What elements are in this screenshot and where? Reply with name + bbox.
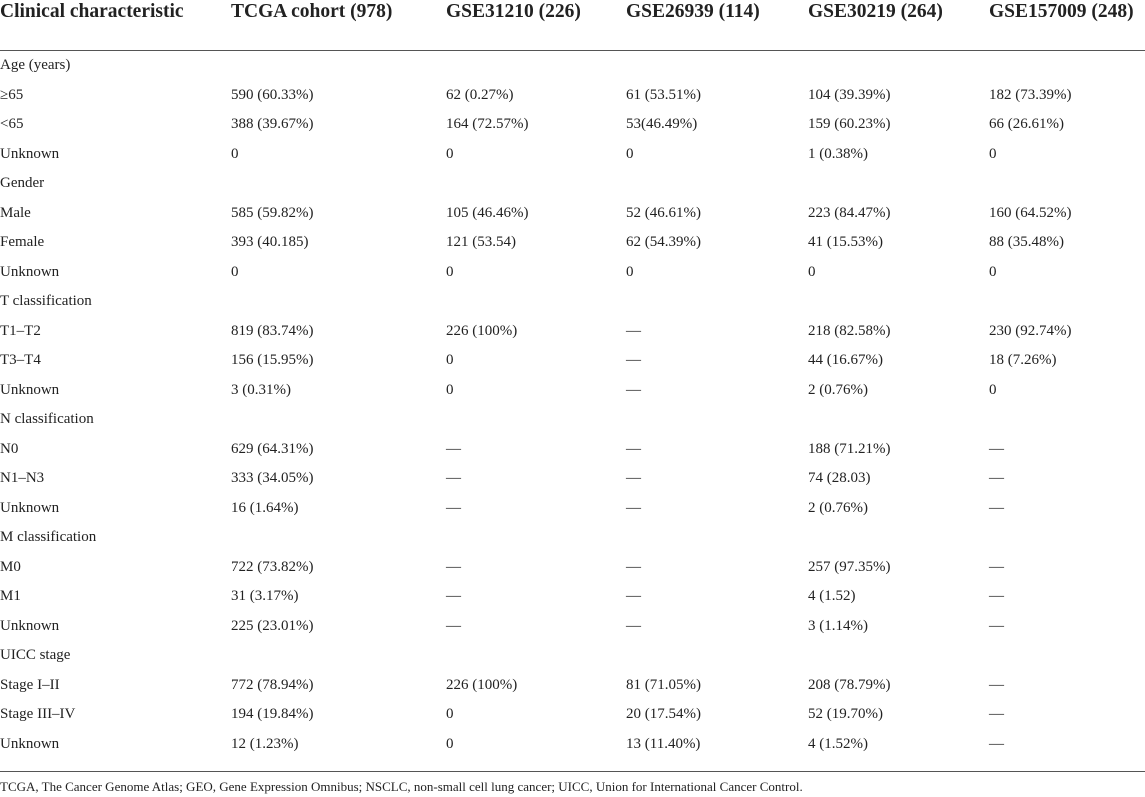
cell-gse157009: 0 xyxy=(989,145,997,162)
table-group-row xyxy=(0,56,1145,86)
cell-gse31210: 121 (53.54) xyxy=(446,234,516,250)
cell-characteristic: T1–T2 xyxy=(0,322,41,339)
cell-tcga: 393 (40.185) xyxy=(231,234,309,250)
cell-characteristic: T classification xyxy=(0,293,92,309)
cell-characteristic: T3–T4 xyxy=(0,352,41,368)
cell-gse30219: 188 (71.21%) xyxy=(808,440,891,457)
cell-gse31210: 226 (100%) xyxy=(446,322,518,339)
cell-characteristic: Stage I–II xyxy=(0,676,60,693)
cell-gse30219: 4 (1.52) xyxy=(808,588,856,604)
cell-gse31210: 0 xyxy=(446,145,454,162)
cell-characteristic: M1 xyxy=(0,588,21,604)
table-footnote: TCGA, The Cancer Genome Atlas; GEO, Gene Expression Omnibus; NSCLC, non-small cell lung cancer; UICC, Union for International Cancer Control. xyxy=(0,779,803,794)
cell-gse30219: 223 (84.47%) xyxy=(808,204,891,221)
cell-characteristic: M0 xyxy=(0,558,21,575)
cell-gse30219: 2 (0.76%) xyxy=(808,381,868,398)
cell-gse26939: — xyxy=(626,588,641,604)
cell-tcga: 819 (83.74%) xyxy=(231,322,314,339)
header-gse30219: GSE30219 (264) xyxy=(808,1,943,22)
cell-gse31210: — xyxy=(446,558,461,575)
cell-gse26939: 81 (71.05%) xyxy=(626,676,701,693)
cell-tcga: 225 (23.01%) xyxy=(231,617,314,634)
cell-characteristic: Age (years) xyxy=(0,57,71,73)
cell-characteristic: Unknown xyxy=(0,381,60,398)
table-row xyxy=(0,676,1145,706)
table-row xyxy=(0,351,1145,381)
cell-gse30219: 257 (97.35%) xyxy=(808,558,891,575)
table-group-row xyxy=(0,646,1145,676)
cell-gse31210: 0 xyxy=(446,352,454,368)
cell-characteristic: Male xyxy=(0,204,31,221)
cell-gse26939: — xyxy=(626,470,641,486)
cell-characteristic: Unknown xyxy=(0,263,60,280)
cell-gse157009: — xyxy=(989,617,1004,634)
table-group-row xyxy=(0,528,1145,558)
cell-characteristic: N1–N3 xyxy=(0,470,45,486)
cell-tcga: 333 (34.05%) xyxy=(231,470,314,486)
cell-gse31210: 226 (100%) xyxy=(446,676,518,693)
cell-gse30219: 41 (15.53%) xyxy=(808,234,883,250)
cell-gse30219: 2 (0.76%) xyxy=(808,499,868,516)
cell-gse157009: — xyxy=(989,499,1004,516)
cell-characteristic: <65 xyxy=(0,116,24,132)
cell-characteristic: Gender xyxy=(0,175,45,191)
cell-gse157009: 0 xyxy=(989,381,997,398)
cell-gse31210: — xyxy=(446,470,461,486)
cell-characteristic: Female xyxy=(0,234,45,250)
cell-characteristic: Unknown xyxy=(0,735,60,752)
cell-gse157009: — xyxy=(989,440,1004,457)
cell-gse157009: 88 (35.48%) xyxy=(989,234,1064,250)
header-tcga-cohort: TCGA cohort (978) xyxy=(231,1,393,22)
cell-gse30219: 52 (19.70%) xyxy=(808,706,883,722)
table-row xyxy=(0,233,1145,263)
cell-characteristic: ≥65 xyxy=(0,86,24,103)
cell-tcga: 772 (78.94%) xyxy=(231,676,314,693)
header-gse157009: GSE157009 (248) xyxy=(989,1,1134,22)
table-row xyxy=(0,322,1145,352)
cell-tcga: 156 (15.95%) xyxy=(231,352,314,368)
table-row xyxy=(0,440,1145,470)
cell-characteristic: M classification xyxy=(0,529,97,545)
cell-gse157009: 18 (7.26%) xyxy=(989,352,1057,368)
cell-gse31210: — xyxy=(446,440,461,457)
cell-gse31210: 62 (0.27%) xyxy=(446,86,514,103)
cell-gse26939: 52 (46.61%) xyxy=(626,204,701,221)
cell-gse31210: 0 xyxy=(446,381,454,398)
table-row xyxy=(0,381,1145,411)
cell-gse30219: 218 (82.58%) xyxy=(808,322,891,339)
cell-gse157009: — xyxy=(989,558,1004,575)
cell-gse31210: — xyxy=(446,588,461,604)
cell-gse157009: 182 (73.39%) xyxy=(989,86,1072,103)
cell-gse30219: 44 (16.67%) xyxy=(808,352,883,368)
cell-gse31210: 164 (72.57%) xyxy=(446,116,529,132)
cell-gse30219: 4 (1.52%) xyxy=(808,735,868,752)
cell-tcga: 12 (1.23%) xyxy=(231,735,299,752)
cell-tcga: 0 xyxy=(231,145,239,162)
table-row xyxy=(0,587,1145,617)
cell-gse26939: — xyxy=(626,322,641,339)
cell-gse157009: 230 (92.74%) xyxy=(989,322,1072,339)
cell-gse31210: — xyxy=(446,617,461,634)
cell-gse31210: 0 xyxy=(446,706,454,722)
table-bottom-rule xyxy=(0,771,1145,772)
cell-gse30219: 3 (1.14%) xyxy=(808,617,868,634)
header-gse31210: GSE31210 (226) xyxy=(446,1,581,22)
cell-gse26939: — xyxy=(626,440,641,457)
cell-characteristic: Unknown xyxy=(0,617,60,634)
cell-gse26939: — xyxy=(626,381,641,398)
cell-tcga: 722 (73.82%) xyxy=(231,558,314,575)
cell-characteristic: N classification xyxy=(0,411,94,427)
cell-gse31210: — xyxy=(446,499,461,516)
cell-tcga: 194 (19.84%) xyxy=(231,706,314,722)
cell-tcga: 585 (59.82%) xyxy=(231,204,314,221)
cell-tcga: 629 (64.31%) xyxy=(231,440,314,457)
cell-gse26939: 62 (54.39%) xyxy=(626,234,701,250)
cell-tcga: 3 (0.31%) xyxy=(231,381,291,398)
cell-gse30219: 104 (39.39%) xyxy=(808,86,891,103)
cell-tcga: 0 xyxy=(231,263,239,280)
table-row xyxy=(0,469,1145,499)
table-group-row xyxy=(0,410,1145,440)
table-group-row xyxy=(0,292,1145,322)
cell-gse26939: — xyxy=(626,558,641,575)
cell-characteristic: Unknown xyxy=(0,145,60,162)
table-row xyxy=(0,86,1145,116)
table-row xyxy=(0,145,1145,175)
cell-gse26939: 20 (17.54%) xyxy=(626,706,701,722)
cell-gse157009: — xyxy=(989,676,1004,693)
cell-tcga: 590 (60.33%) xyxy=(231,86,314,103)
table-row xyxy=(0,705,1145,735)
cell-gse26939: 61 (53.51%) xyxy=(626,86,701,103)
cell-gse26939: — xyxy=(626,352,641,368)
cell-gse157009: — xyxy=(989,470,1004,486)
cell-gse157009: — xyxy=(989,706,1004,722)
table-row xyxy=(0,263,1145,293)
table-row xyxy=(0,499,1145,529)
cell-gse26939: 53(46.49%) xyxy=(626,116,698,132)
cell-gse31210: 0 xyxy=(446,735,454,752)
cell-gse157009: 160 (64.52%) xyxy=(989,204,1072,221)
cell-characteristic: N0 xyxy=(0,440,19,457)
cell-tcga: 31 (3.17%) xyxy=(231,588,299,604)
cell-tcga: 388 (39.67%) xyxy=(231,116,314,132)
table-row xyxy=(0,204,1145,234)
cell-gse30219: 208 (78.79%) xyxy=(808,676,891,693)
header-clinical-characteristic: Clinical characteristic xyxy=(0,1,184,22)
table-group-row xyxy=(0,174,1145,204)
cell-gse30219: 159 (60.23%) xyxy=(808,116,891,132)
cell-characteristic: UICC stage xyxy=(0,647,71,663)
cell-gse26939: 0 xyxy=(626,145,634,162)
cell-gse31210: 0 xyxy=(446,263,454,280)
cell-characteristic: Unknown xyxy=(0,499,60,516)
cell-gse30219: 0 xyxy=(808,263,816,280)
header-gse26939: GSE26939 (114) xyxy=(626,1,760,22)
cell-characteristic: Stage III–IV xyxy=(0,706,76,722)
cell-gse30219: 74 (28.03) xyxy=(808,470,871,486)
cell-gse30219: 1 (0.38%) xyxy=(808,145,868,162)
table-row xyxy=(0,735,1145,765)
table-row xyxy=(0,115,1145,145)
cell-gse157009: 66 (26.61%) xyxy=(989,116,1064,132)
cell-gse157009: — xyxy=(989,588,1004,604)
table-header-row xyxy=(0,0,1145,51)
cell-gse26939: — xyxy=(626,617,641,634)
cell-gse26939: 13 (11.40%) xyxy=(626,735,701,752)
cell-gse26939: 0 xyxy=(626,263,634,280)
cell-gse31210: 105 (46.46%) xyxy=(446,204,529,221)
table-row xyxy=(0,617,1145,647)
cell-tcga: 16 (1.64%) xyxy=(231,499,299,516)
cell-gse26939: — xyxy=(626,499,641,516)
cell-gse157009: 0 xyxy=(989,263,997,280)
cell-gse157009: — xyxy=(989,735,1004,752)
table-row xyxy=(0,558,1145,588)
